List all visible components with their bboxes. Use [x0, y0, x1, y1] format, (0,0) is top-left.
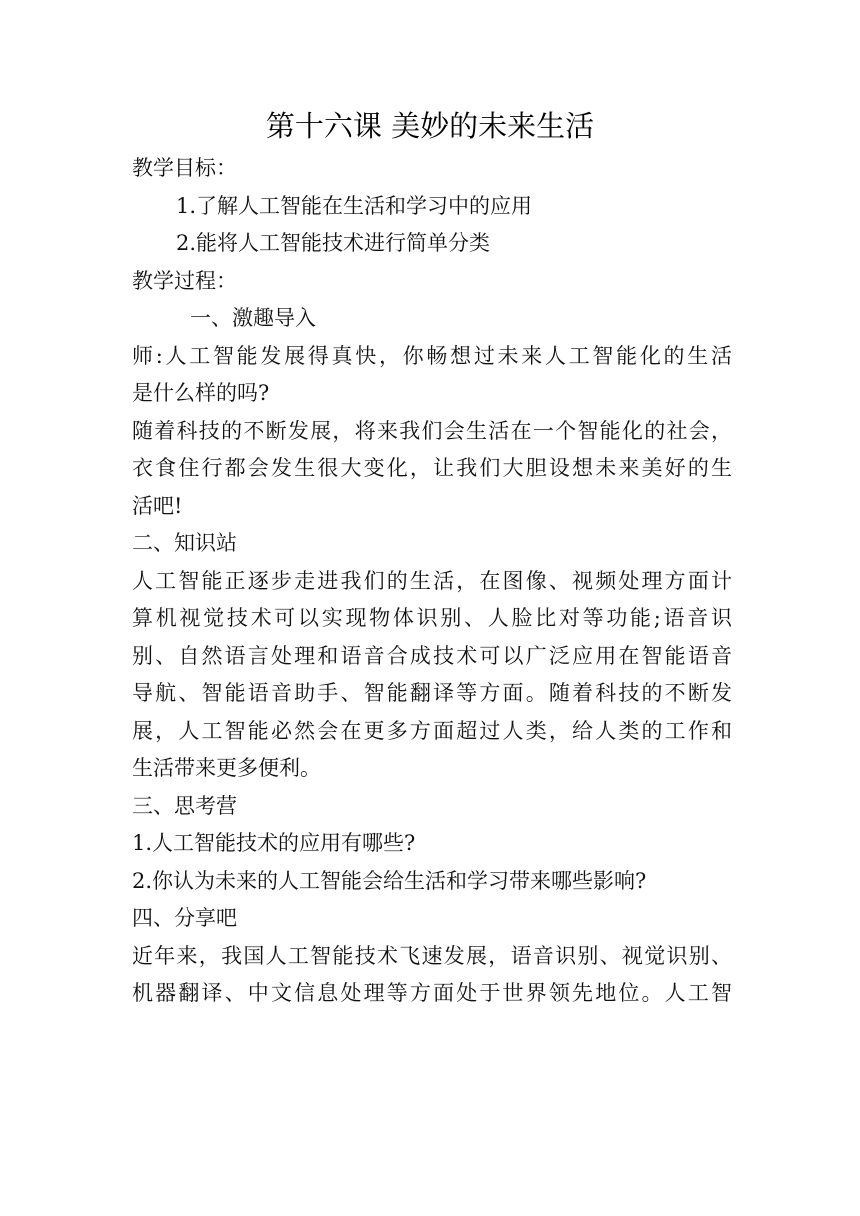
text-line: 1.了解人工智能在生活和学习中的应用 — [176, 193, 533, 218]
text-line: 近年来，我国人工智能技术飞速发展，语音识别、视觉识别、 — [132, 943, 732, 968]
text-line: 2.你认为未来的人工智能会给生活和学习带来哪些影响? — [132, 868, 647, 893]
text-line: 人工智能正逐步走进我们的生活，在图像、视频处理方面计 — [132, 568, 732, 593]
text-line: 一、激趣导入 — [190, 306, 316, 330]
text-line: 展，人工智能必然会在更多方面超过人类，给人类的工作和 — [132, 718, 732, 743]
text-line: 衣食住行都会发生很大变化，让我们大胆设想未来美好的生 — [132, 456, 732, 480]
text-line: 师:人工智能发展得真快，你畅想过未来人工智能化的生活 — [132, 343, 732, 368]
text-line: 二、知识站 — [132, 531, 237, 555]
text-line: 四、分享吧 — [132, 906, 237, 930]
text-line: 2.能将人工智能技术进行简单分类 — [176, 231, 491, 255]
document-body — [132, 150, 732, 1013]
document-title: 第十六课 美妙的未来生活 — [265, 109, 595, 143]
text-line: 算机视觉技术可以实现物体识别、人脸比对等功能;语音识 — [132, 606, 732, 630]
text-line: 1.人工智能技术的应用有哪些? — [132, 831, 416, 855]
text-line: 别、自然语言处理和语音合成技术可以广泛应用在智能语音 — [132, 643, 732, 668]
text-line: 教学目标： — [132, 156, 237, 180]
text-line: 导航、智能语音助手、智能翻译等方面。随着科技的不断发 — [132, 681, 732, 705]
text-line: 随着科技的不断发展，将来我们会生活在一个智能化的社会， — [132, 418, 732, 443]
text-line: 生活带来更多便利。 — [132, 756, 321, 780]
text-line: 教学过程： — [132, 268, 237, 293]
text-line: 是什么样的吗? — [132, 381, 270, 405]
text-line: 三、思考营 — [132, 793, 237, 818]
text-line: 机器翻译、中文信息处理等方面处于世界领先地位。人工智 — [132, 981, 732, 1005]
text-line: 活吧! — [132, 493, 183, 518]
